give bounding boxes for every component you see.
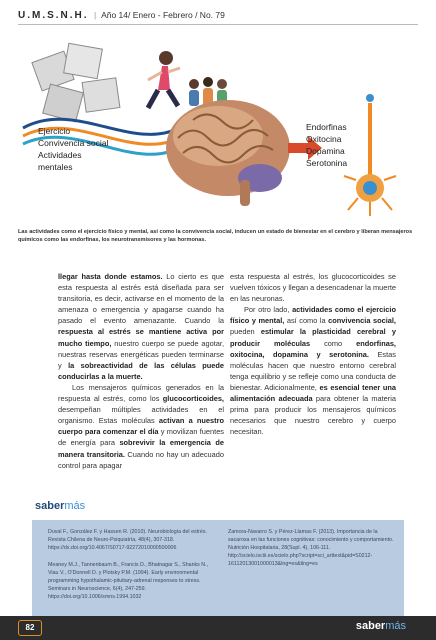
paragraph: llegar hasta donde estamos. Lo cierto es que esta respuesta al estrés está diseñada para ser transitoria, es decir, activarse en el momento de la amenaza o emergencia y apagarse cuando ha pasado el evento amenazante. Cuando la respuesta al estrés se mantiene activa por mucho tiempo, nuestro cuerpo se puede agotar, nuestras reservas energéticas pueden terminarse y la sobreactividad de las células puede conducirlas a la muerte.: [58, 272, 224, 381]
runner-icon: [148, 51, 180, 108]
fig-right-label-4: Serotonina: [306, 158, 348, 168]
reference-item: Duval F., González F. y Hassen R. (2010). Neurobiología del estrés. Revista Chilena de Neuro-Psiquiatría, 48(4), 307-318. https://dx.doi.org/10.4067/S0717-92272010000500006: [48, 529, 207, 551]
paragraph: Por otro lado, actividades como el ejercicio físico y mental, así como la convivencia social, pueden estimular la plasticidad cerebral y producir moléculas como endorfinas, oxitocina, dopamina y serotonina. Estas moléculas hacen que nuestro entorno cerebral tenga equilibrio y se refleje como una conducta de bienestar. Adicionalmente, es esencial tener una alimentación adecuada para obtener la materia prima para producir los mensajeros químicos necesarios que nuestro cerebro y cuerpo necesitan.: [230, 305, 397, 437]
brain-icon: [166, 100, 290, 206]
journal-brand: U.M.S.N.H.: [18, 10, 89, 21]
issue-info: Año 14/ Enero - Febrero / No. 79: [101, 10, 225, 20]
references-box: [32, 520, 404, 620]
reference-item: Zamora-Navarro S. y Pérez-Llamas F. (2013). Importancia de la sacarosa en las funciones cognitivas: conocimiento y comportamiento. Nutrición Hospitalaria, 28(Supl. 4), 106-111. http://scielo.isciii.es/scielo.php?script=sci_arttext&pid=S0212-16112013001000013&lng=es&tlng=es: [228, 529, 394, 567]
page-footer: [0, 616, 436, 640]
body-column-right: [230, 271, 396, 437]
fig-label-3: Actividades: [38, 150, 82, 160]
body-column-left: [58, 271, 224, 471]
footer-logo: [356, 620, 406, 632]
paragraph: Los mensajeros químicos generados en la respuesta al estrés, como los glucocorticoides, desempeñan múltiples actividades en el organismo. Estas moléculas activan a nuestro cuerpo para comenzar el día y movilizan fuentes de energía para sobrevivir la emergencia de manera transitoria. Cuando no hay un adecuado control para apagar: [58, 382, 224, 470]
footer-logo-mas: más: [385, 620, 406, 632]
sabermas-logo: [35, 500, 85, 512]
logo-word-saber: saber: [35, 500, 65, 512]
references-right: [228, 528, 398, 577]
fig-label-4: mentales: [38, 162, 73, 172]
header-rule: [18, 24, 418, 25]
fig-right-label-2: Oxitocina: [306, 134, 342, 144]
page-number: 82: [18, 620, 42, 636]
fig-label-1: Ejercicio: [38, 126, 71, 136]
footer-logo-saber: saber: [355, 620, 386, 632]
figure-caption: Las actividades como el ejercicio físico y mental, así como la convivencia social, inducen un estado de bienestar en el cerebro y liberan mensajeros químicos como las endorfinas, los neurotransmisores y las hormonas.: [18, 229, 413, 243]
reference-item: Meaney M.J., Tannenbaum B., Francis D., Bhatnagar S., Shanks N., Viau V., O'Donnell D. y Plotsky P.M. (1994). Early environmental programming hypothalamic-pituitary-adrenal responses to stress. Seminars in Neuroscience, 6(4), 247-259. https://doi.org/10.1006/smns.1994.1032: [48, 562, 209, 600]
neuron-icon: [344, 94, 396, 216]
paragraph: esta respuesta al estrés, los glucocorticoides se vuelven tóxicos y llegan a desencadenar la muerte en las neuronas.: [230, 272, 396, 304]
fig-label-2: Convivencia social: [38, 138, 109, 148]
brain-illustration: [18, 28, 418, 223]
fig-right-label-3: Dopamina: [306, 146, 345, 156]
header-separator: |: [93, 10, 97, 20]
logo-word-mas: más: [64, 500, 86, 512]
fig-right-label-1: Endorfinas: [306, 122, 347, 132]
puzzle-icon: [32, 43, 120, 122]
references-left: [48, 528, 218, 610]
running-header: [18, 10, 225, 21]
